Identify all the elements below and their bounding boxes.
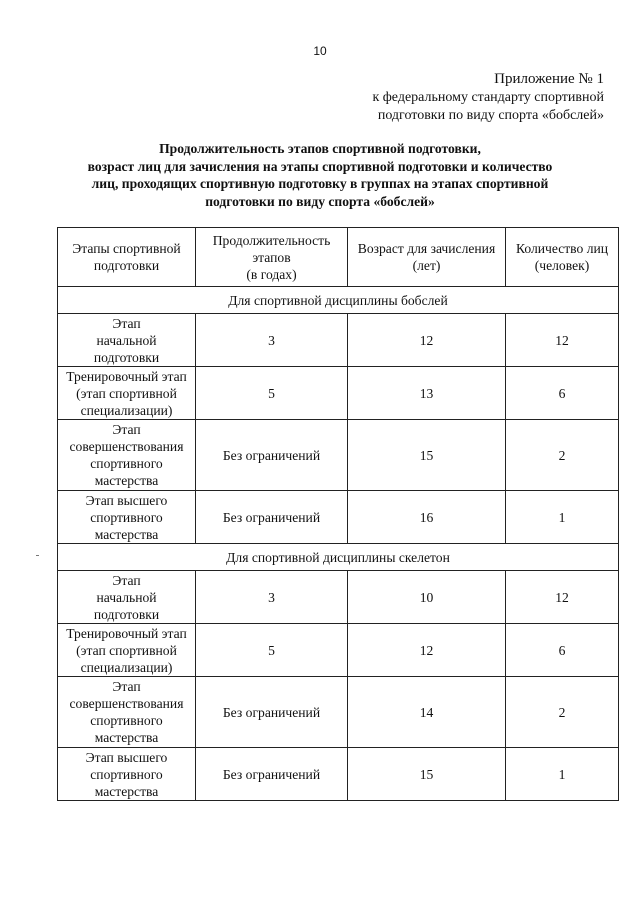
table-row — [58, 748, 619, 801]
section-row-bobsleigh — [58, 287, 619, 314]
age-cell: 13 — [348, 367, 506, 420]
title-line-1: Продолжительность этапов спортивной подготовки, — [159, 141, 481, 156]
stage-cell: Этап высшего спортивного мастерства — [58, 491, 196, 544]
margin-mark — [36, 555, 39, 556]
stage-cell: Тренировочный этап (этап спортивной специализации) — [58, 367, 196, 420]
table-row — [58, 491, 619, 544]
stage-cell: Тренировочный этап (этап спортивной специализации) — [58, 624, 196, 677]
stage-cell: Этап начальной подготовки — [58, 314, 196, 367]
title-line-3: лиц, проходящих спортивную подготовку в группах на этапах спортивной — [91, 176, 549, 191]
stage-cell: Этап высшего спортивного мастерства — [58, 748, 196, 801]
stage-cell: Этап совершенствования спортивного мастерства — [58, 420, 196, 491]
duration-cell: Без ограничений — [196, 491, 348, 544]
header-count: Количество лиц (человек) — [506, 228, 619, 287]
section-title: Для спортивной дисциплины скелетон — [58, 544, 619, 571]
count-cell: 6 — [506, 624, 619, 677]
count-cell: 6 — [506, 367, 619, 420]
table-row — [58, 677, 619, 748]
appendix-header — [304, 70, 604, 125]
age-cell: 12 — [348, 314, 506, 367]
duration-cell: Без ограничений — [196, 748, 348, 801]
header-age: Возраст для зачисления (лет) — [348, 228, 506, 287]
duration-cell: 3 — [196, 571, 348, 624]
count-cell: 2 — [506, 677, 619, 748]
title-line-4: подготовки по виду спорта «бобслей» — [205, 193, 435, 209]
table-row — [58, 420, 619, 491]
table-row — [58, 367, 619, 420]
duration-cell: Без ограничений — [196, 677, 348, 748]
appendix-subtitle-line-1: к федеральному стандарту спортивной — [372, 90, 604, 105]
age-cell: 12 — [348, 624, 506, 677]
duration-cell: Без ограничений — [196, 420, 348, 491]
page-number: 10 — [313, 44, 327, 58]
age-cell: 14 — [348, 677, 506, 748]
count-cell: 1 — [506, 491, 619, 544]
age-cell: 16 — [348, 491, 506, 544]
stage-cell: Этап начальной подготовки — [58, 571, 196, 624]
section-title: Для спортивной дисциплины бобслей — [58, 287, 619, 314]
age-cell: 15 — [348, 748, 506, 801]
appendix-subtitle-line-2: подготовки по виду спорта «бобслей» — [377, 108, 604, 123]
table-header-row — [58, 228, 619, 287]
table-row — [58, 314, 619, 367]
duration-cell: 5 — [196, 367, 348, 420]
stage-cell: Этап совершенствования спортивного мастерства — [58, 677, 196, 748]
age-cell: 10 — [348, 571, 506, 624]
count-cell: 12 — [506, 571, 619, 624]
duration-cell: 5 — [196, 624, 348, 677]
table-row — [58, 571, 619, 624]
document-title — [40, 140, 600, 210]
header-stages: Этапы спортивной подготовки — [58, 228, 196, 287]
header-duration: Продолжительность этапов (в годах) — [196, 228, 348, 287]
count-cell: 12 — [506, 314, 619, 367]
duration-cell: 3 — [196, 314, 348, 367]
count-cell: 2 — [506, 420, 619, 491]
section-row-skeleton — [58, 544, 619, 571]
count-cell: 1 — [506, 748, 619, 801]
table-row — [58, 624, 619, 677]
stages-table — [57, 227, 619, 801]
appendix-title: Приложение № 1 — [494, 71, 604, 87]
title-line-2: возраст лиц для зачисления на этапы спортивной подготовки и количество — [87, 158, 553, 174]
age-cell: 15 — [348, 420, 506, 491]
